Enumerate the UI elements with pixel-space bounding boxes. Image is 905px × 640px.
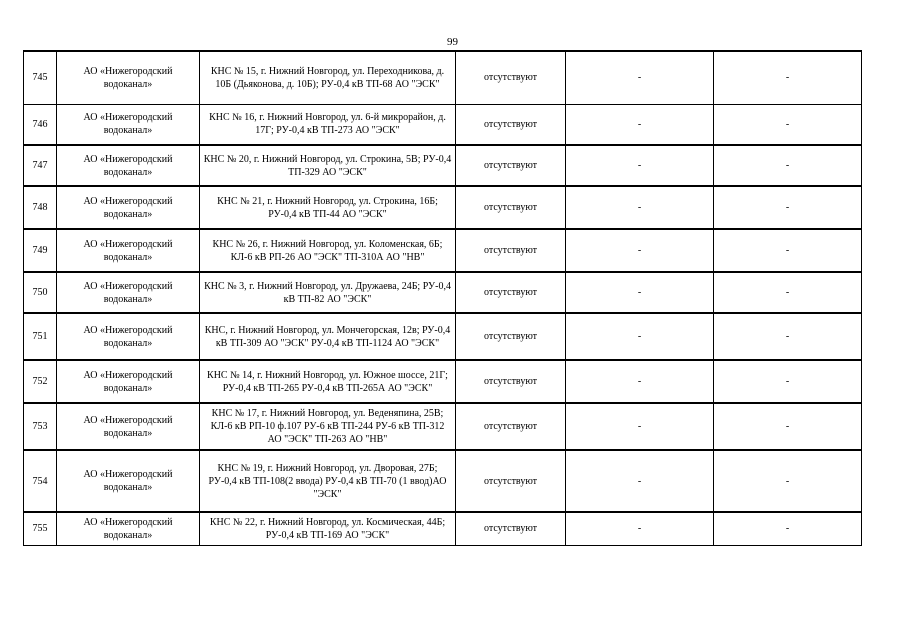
row-number: 752: [24, 360, 57, 403]
status-cell: отсутствуют: [456, 229, 566, 272]
table-row: [24, 104, 862, 145]
value-cell: -: [566, 450, 714, 512]
organization-cell: АО «Нижегородский водоканал»: [57, 313, 200, 360]
value-cell: -: [566, 272, 714, 313]
value-cell: -: [714, 145, 862, 186]
organization-cell: АО «Нижегородский водоканал»: [57, 186, 200, 229]
value-cell: -: [714, 51, 862, 104]
value-cell: -: [566, 360, 714, 403]
organization-cell: АО «Нижегородский водоканал»: [57, 272, 200, 313]
status-cell: отсутствуют: [456, 145, 566, 186]
row-number: 748: [24, 186, 57, 229]
value-cell: -: [566, 403, 714, 450]
objects-table: [23, 50, 862, 546]
value-cell: -: [566, 145, 714, 186]
value-cell: -: [714, 104, 862, 145]
value-cell: -: [566, 229, 714, 272]
row-number: 753: [24, 403, 57, 450]
status-cell: отсутствуют: [456, 450, 566, 512]
status-cell: отсутствуют: [456, 360, 566, 403]
table-row: [24, 512, 862, 545]
object-cell: КНС № 17, г. Нижний Новгород, ул. Веденяпина, 25В; КЛ-6 кВ РП-10 ф.107 РУ-6 кВ ТП-244 РУ-6 кВ ТП-312 АО "ЭСК" ТП-263 АО "НВ": [200, 403, 456, 450]
value-cell: -: [714, 229, 862, 272]
object-cell: КНС № 3, г. Нижний Новгород, ул. Дружаева, 24Б; РУ-0,4 кВ ТП-82 АО "ЭСК": [200, 272, 456, 313]
row-number: 745: [24, 51, 57, 104]
organization-cell: АО «Нижегородский водоканал»: [57, 450, 200, 512]
table-row: [24, 186, 862, 229]
value-cell: -: [714, 450, 862, 512]
value-cell: -: [714, 313, 862, 360]
status-cell: отсутствуют: [456, 186, 566, 229]
status-cell: отсутствуют: [456, 51, 566, 104]
status-cell: отсутствуют: [456, 512, 566, 545]
status-cell: отсутствуют: [456, 104, 566, 145]
value-cell: -: [714, 186, 862, 229]
object-cell: КНС № 19, г. Нижний Новгород, ул. Дворовая, 27Б; РУ-0,4 кВ ТП-108(2 ввода) РУ-0,4 кВ ТП-70 (1 ввод)АО "ЭСК": [200, 450, 456, 512]
value-cell: -: [714, 272, 862, 313]
table-row: [24, 145, 862, 186]
value-cell: -: [566, 512, 714, 545]
value-cell: -: [566, 313, 714, 360]
table-row: [24, 51, 862, 104]
row-number: 750: [24, 272, 57, 313]
value-cell: -: [714, 512, 862, 545]
table-row: [24, 450, 862, 512]
table-row: [24, 272, 862, 313]
object-cell: КНС № 20, г. Нижний Новгород, ул. Строкина, 5В; РУ-0,4 ТП-329 АО "ЭСК": [200, 145, 456, 186]
table-row: [24, 313, 862, 360]
value-cell: -: [714, 360, 862, 403]
value-cell: -: [566, 186, 714, 229]
value-cell: -: [566, 104, 714, 145]
object-cell: КНС № 26, г. Нижний Новгород, ул. Коломенская, 6Б; КЛ-6 кВ РП-26 АО "ЭСК" ТП-310А АО "НВ": [200, 229, 456, 272]
object-cell: КНС, г. Нижний Новгород, ул. Мончегорская, 12в; РУ-0,4 кВ ТП-309 АО "ЭСК" РУ-0,4 кВ ТП-1124 АО "ЭСК": [200, 313, 456, 360]
organization-cell: АО «Нижегородский водоканал»: [57, 360, 200, 403]
row-number: 746: [24, 104, 57, 145]
organization-cell: АО «Нижегородский водоканал»: [57, 512, 200, 545]
object-cell: КНС № 16, г. Нижний Новгород, ул. 6-й микрорайон, д. 17Г; РУ-0,4 кВ ТП-273 АО "ЭСК": [200, 104, 456, 145]
object-cell: КНС № 15, г. Нижний Новгород, ул. Переходникова, д. 10Б (Дьяконова, д. 10Б); РУ-0,4 кВ ТП-68 АО "ЭСК": [200, 51, 456, 104]
value-cell: -: [566, 51, 714, 104]
row-number: 755: [24, 512, 57, 545]
table-row: [24, 229, 862, 272]
status-cell: отсутствуют: [456, 403, 566, 450]
status-cell: отсутствуют: [456, 313, 566, 360]
row-number: 749: [24, 229, 57, 272]
object-cell: КНС № 21, г. Нижний Новгород, ул. Строкина, 16Б; РУ-0,4 кВ ТП-44 АО "ЭСК": [200, 186, 456, 229]
organization-cell: АО «Нижегородский водоканал»: [57, 229, 200, 272]
table-row: [24, 403, 862, 450]
value-cell: -: [714, 403, 862, 450]
organization-cell: АО «Нижегородский водоканал»: [57, 104, 200, 145]
object-cell: КНС № 14, г. Нижний Новгород, ул. Южное шоссе, 21Г; РУ-0,4 кВ ТП-265 РУ-0,4 кВ ТП-265А АО "ЭСК": [200, 360, 456, 403]
object-cell: КНС № 22, г. Нижний Новгород, ул. Космическая, 44Б; РУ-0,4 кВ ТП-169 АО "ЭСК": [200, 512, 456, 545]
organization-cell: АО «Нижегородский водоканал»: [57, 51, 200, 104]
row-number: 747: [24, 145, 57, 186]
organization-cell: АО «Нижегородский водоканал»: [57, 145, 200, 186]
status-cell: отсутствуют: [456, 272, 566, 313]
row-number: 754: [24, 450, 57, 512]
page-number: 99: [447, 36, 458, 48]
organization-cell: АО «Нижегородский водоканал»: [57, 403, 200, 450]
row-number: 751: [24, 313, 57, 360]
table-row: [24, 360, 862, 403]
